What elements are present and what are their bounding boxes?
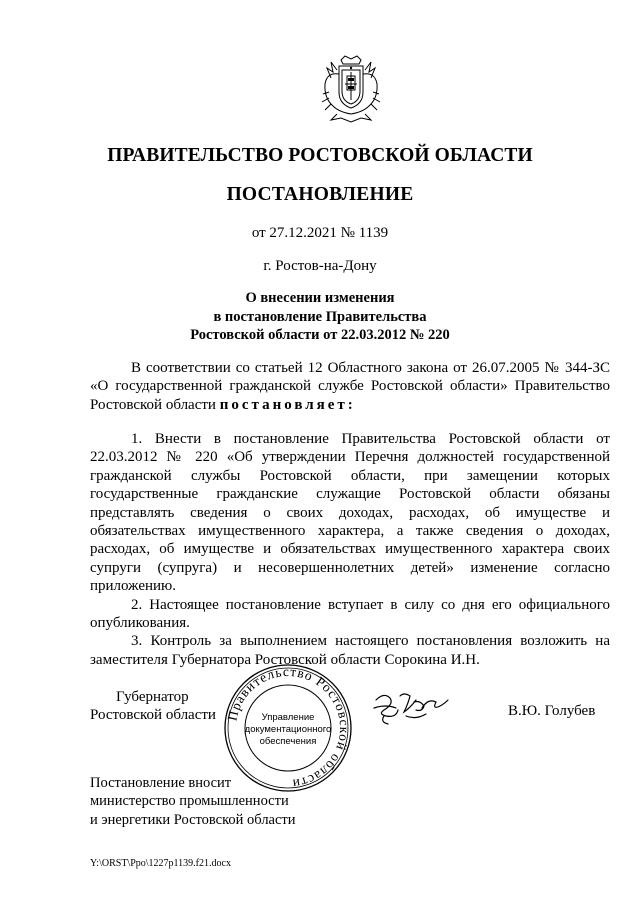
submitted-by-line-2: министерство промышленности [90,793,289,810]
resolution-item-2: 2. Настоящее постановление вступает в силу со дня его официального опубликования. [90,596,610,632]
subject-line-1: О внесении изменения [245,290,395,306]
submitted-by-line-3: и энергетики Ростовской области [90,811,296,828]
signer-title-line-1: Губернатор [116,689,189,705]
document-subject [0,289,640,345]
subject-line-3: Ростовской области от 22.03.2012 № 220 [190,327,450,343]
stamp-line-1: Управление [261,712,315,723]
stamp-line-3: обеспечения [259,736,317,747]
preamble-text: В соответствии со статьей 12 Областного закона от 26.07.2005 № 344-ЗС «О государственной гражданской службе Ростовской области» Правительство Ростовской области [90,360,610,413]
organization-title: ПРАВИТЕЛЬСТВО РОСТОВСКОЙ ОБЛАСТИ [107,145,533,166]
decision-word: постановляет: [219,396,356,413]
signer-title-line-2: Ростовской области [90,707,216,724]
resolution-item-1: 1. Внести в постановление Правительства Ростовской области от 22.03.2012 № 220 «Об утверждении Перечня должностей государственной гражданской службы Ростовской области, при замещении которых государственные гражданские служащие Ростовской области обязаны представлять сведения о своих доходах, расходах, об имуществе и обязательствах имущественного характера, а также сведения о доходах, расходах, об имуществе и обязательствах имущественного характера своих супруги (супруга) и несовершеннолетних детей» изменение согласно приложению. [90,431,610,595]
resolution-items [90,430,610,669]
city: г. Ростов-на-Дону [263,258,377,274]
document-type: ПОСТАНОВЛЕНИЕ [226,184,414,205]
handwritten-signature [370,686,450,730]
date-number: от 27.12.2021 № 1139 [251,225,389,241]
subject-line-2: в постановление Правительства [213,308,427,325]
stamp-ring-text: Правительство Ростовской области [224,663,353,792]
preamble-paragraph [90,359,610,414]
coat-of-arms-icon [319,54,383,124]
signer-title [90,688,216,725]
file-path: Y:\ORST\Ppo\1227p1139.f21.docx [90,858,231,869]
signer-name: В.Ю. Голубев [508,703,596,719]
stamp-line-2: документационного [244,724,332,735]
submitted-by-line-1: Постановление вносит [90,775,232,791]
resolution-item-3: 3. Контроль за выполнением настоящего постановления возложить на заместителя Губернатора Ростовской области Сорокина И.Н. [90,633,610,668]
submitted-by [90,774,296,829]
